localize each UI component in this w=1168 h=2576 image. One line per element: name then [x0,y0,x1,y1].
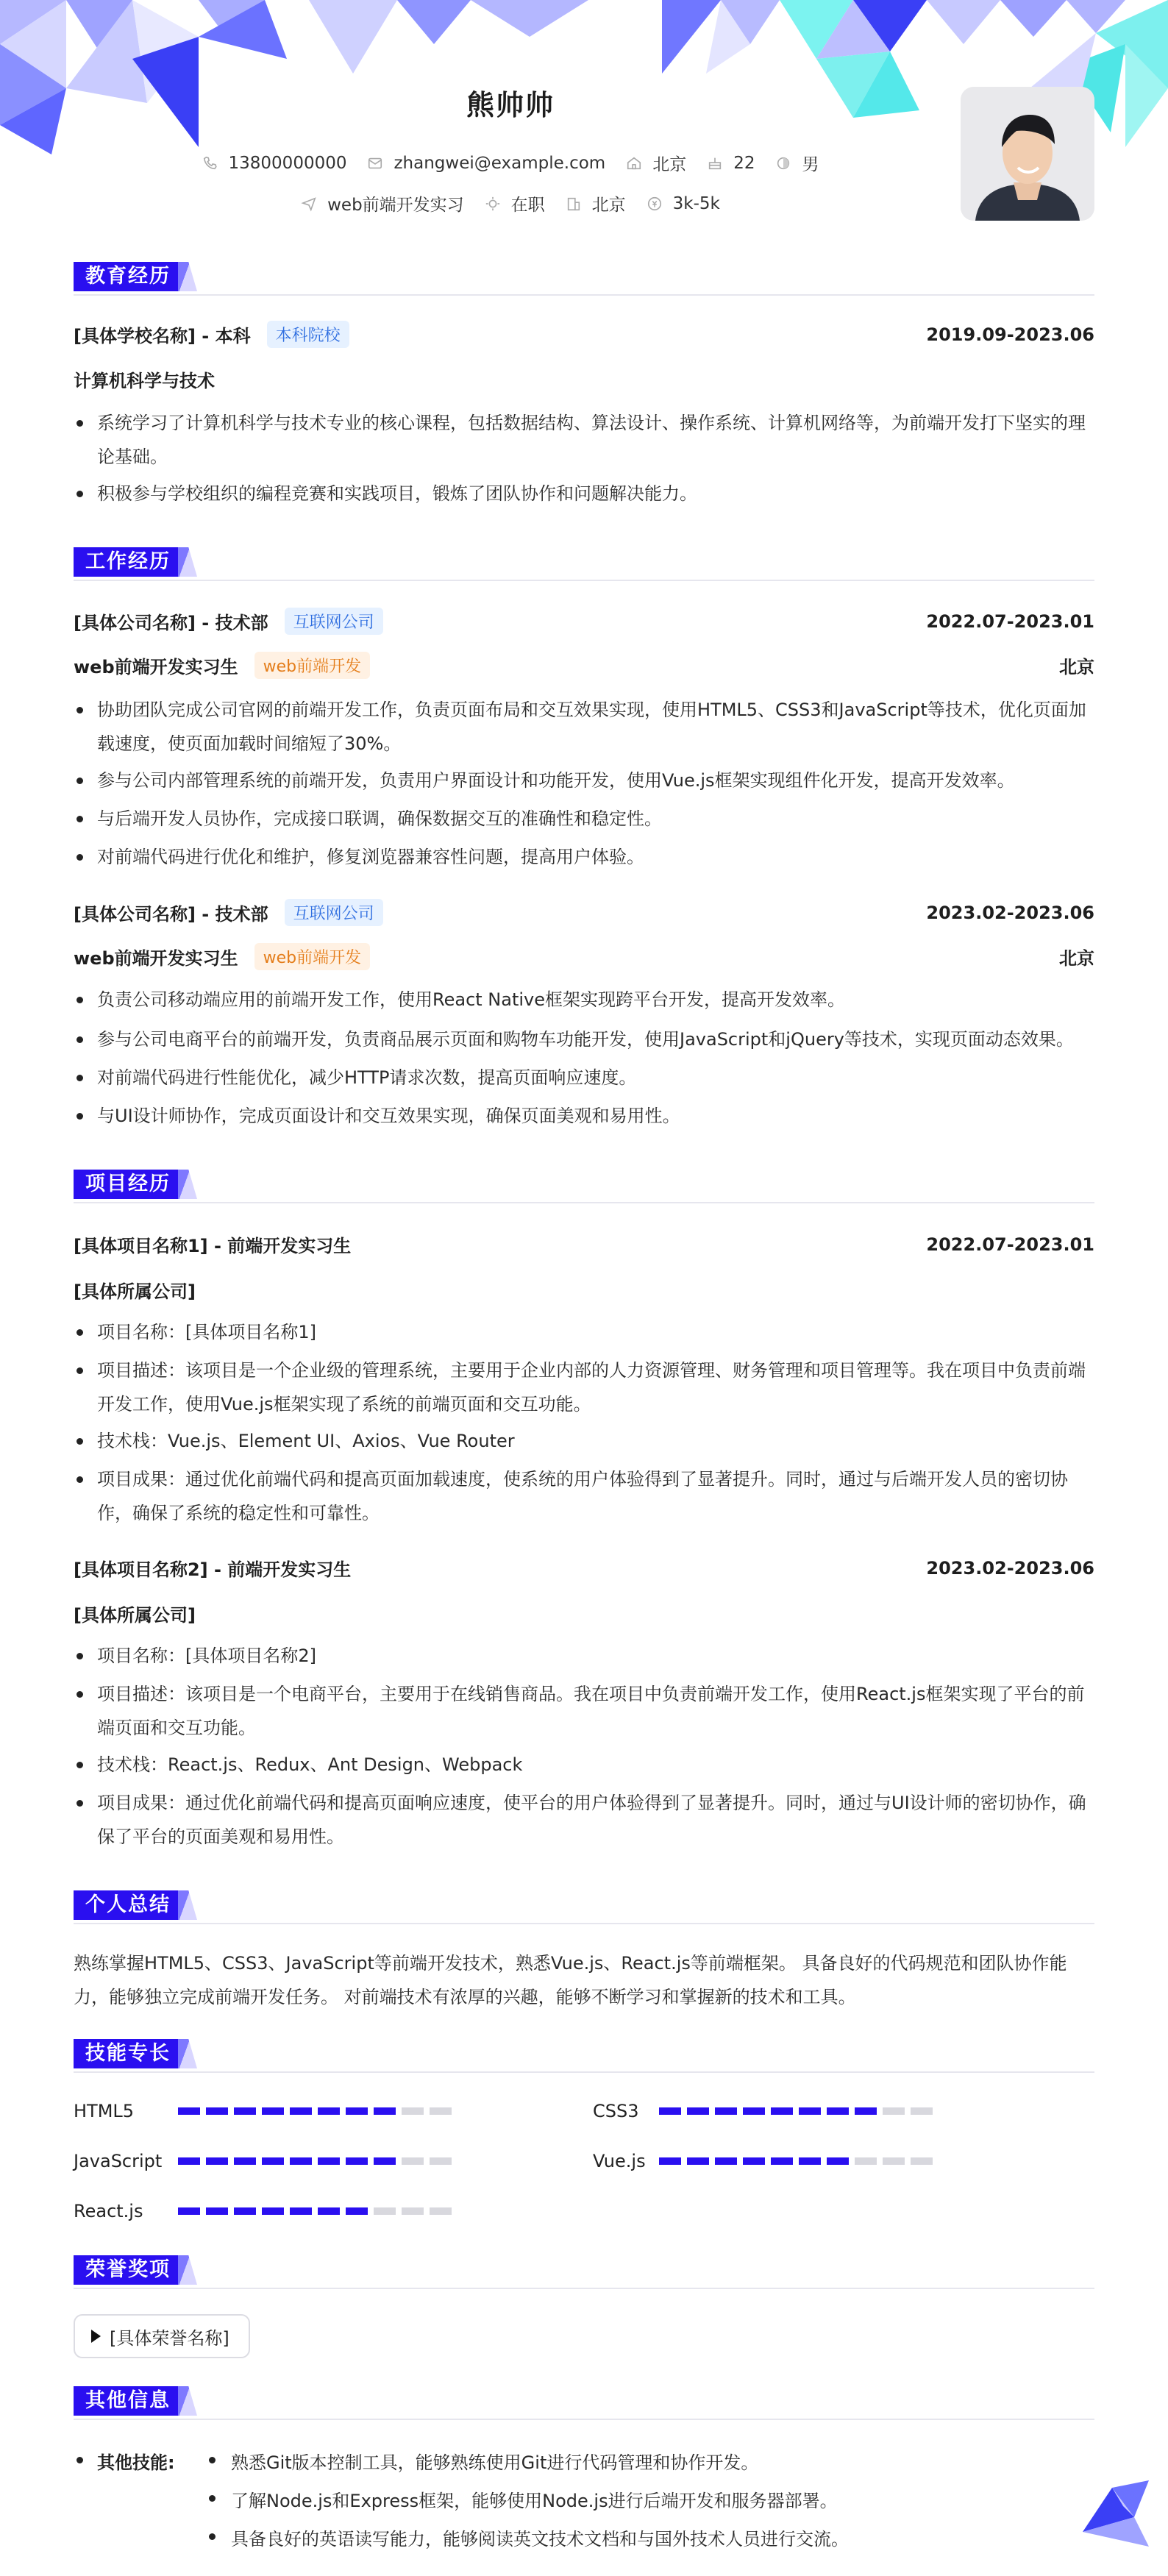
section-header [74,2386,1094,2420]
skill-level-empty [855,2157,877,2165]
job-target-item [301,191,464,216]
work-section [74,547,1094,581]
skill-level-empty [430,2157,452,2165]
candidate-name: 熊帅帅 [466,89,555,121]
skill-level-filled [178,2207,200,2215]
skill-level-empty [883,2107,905,2115]
list-item: 技术栈：React.js、Redux、Ant Design、Webpack [74,1748,1094,1782]
section-title-tail [178,1170,197,1199]
position-tag: web前端开发 [254,652,371,679]
honors-section [74,2255,1094,2289]
skill-level-filled [743,2107,765,2115]
company-name: [具体公司名称] - 技术部 [74,613,268,633]
skill-level-filled [659,2107,681,2115]
skill-level-filled [827,2107,849,2115]
project-company: [具体所属公司] [74,1281,196,1302]
skill-level-filled [659,2157,681,2165]
section-header [74,1890,1094,1924]
project-name: [具体项目名称2] - 前端开发实习生 [74,1559,352,1580]
other-title: 其他信息 [74,2386,182,2416]
age-item [707,154,755,173]
skill-level-empty [430,2207,452,2215]
corner-decoration [1083,2480,1149,2547]
skill-level-empty [883,2157,905,2165]
job-location: 北京 [1059,948,1094,969]
job-position-row [74,943,1094,970]
skill-item [593,2151,939,2171]
list-item: 对前端代码进行优化和维护，修复浏览器兼容性问题，提高用户体验。 [74,840,1094,874]
phone-icon [202,155,218,171]
project-company-row [74,1601,1094,1626]
mail-icon [367,155,383,171]
skill-level-filled [206,2207,228,2215]
list-item: 具备良好的英语读写能力，能够阅读英文技术文档和与国外技术人员进行交流。 [207,2525,849,2550]
skill-level-empty [402,2207,424,2215]
avatar-photo [961,87,1094,221]
skill-level-filled [771,2107,793,2115]
school-name: [具体学校名称] - 本科 [74,326,251,346]
skill-level-filled [262,2207,284,2215]
skill-level-filled [687,2107,709,2115]
skill-name: JavaScript [74,2151,163,2171]
section-title-tail [178,2255,197,2285]
honor-item[interactable] [74,2314,250,2358]
major-row [74,366,1094,392]
skills-title: 技能专长 [74,2039,182,2068]
section-title-tail [178,2386,197,2416]
section-header [74,2255,1094,2289]
project-name: [具体项目名称1] - 前端开发实习生 [74,1236,352,1256]
skill-level-filled [206,2107,228,2115]
skill-level-filled [262,2157,284,2165]
skill-level-filled [346,2107,368,2115]
home-icon [626,155,642,171]
project-company-row [74,1277,1094,1303]
list-item: 熟悉Git版本控制工具，能够熟练使用Git进行代码管理和协作开发。 [207,2448,758,2474]
company-tag: 互联网公司 [285,608,383,635]
skill-level-filled [262,2107,284,2115]
section-header [74,262,1094,296]
send-icon [301,196,317,212]
building-icon [566,196,582,212]
skill-level-empty [402,2157,424,2165]
skill-item [74,2151,457,2171]
skill-level-filled [687,2157,709,2165]
phone-item [202,154,347,173]
skill-level-filled [771,2157,793,2165]
list-item: 项目成果：通过优化前端代码和提高页面响应速度，使平台的用户体验得到了显著提升。同时，通过与UI设计师的密切协作，确保了平台的页面美观和易用性。 [74,1786,1094,1854]
status-item [485,191,545,216]
status-value: 在职 [510,196,545,215]
job-target-value: web前端开发实习 [327,196,464,215]
email-item [367,154,605,173]
list-item: 项目名称：[具体项目名称2] [74,1639,1094,1673]
summary-section [74,1890,1094,1924]
list-item: 项目描述：该项目是一个企业级的管理系统，主要用于企业内部的人力资源管理、财务管理和项目管理等。我在项目中负责前端开发工作，使用Vue.js框架实现了系统的前端页面和交互功能。 [74,1353,1094,1421]
email-value: zhangwei@example.com [394,153,606,173]
cake-icon [707,155,723,171]
other-section [74,2386,1094,2420]
skill-item [74,2201,457,2221]
section-title-tail [178,262,197,291]
skill-level-filled [234,2107,256,2115]
job-location: 北京 [1059,657,1094,677]
education-section [74,262,1094,296]
list-item: 项目成果：通过优化前端代码和提高页面加载速度，使系统的用户体验得到了显著提升。同时，通过与后端开发人员的密切协作，确保了系统的稳定性和可靠性。 [74,1462,1094,1530]
skill-item [593,2101,939,2121]
list-item: 参与公司电商平台的前端开发，负责商品展示页面和购物车功能开发，使用JavaScript和jQuery等技术，实现页面动态效果。 [74,1022,1094,1056]
list-item: 参与公司内部管理系统的前端开发，负责用户界面设计和功能开发，使用Vue.js框架实现组件化开发，提高开发效率。 [74,764,1094,797]
coin-icon [647,196,663,212]
job-dates: 2023.02-2023.06 [926,902,1094,923]
contact-row [74,151,947,175]
list-item: 项目名称：[具体项目名称1] [74,1315,1094,1349]
skill-level-bar [178,2207,457,2215]
skill-level-filled [290,2107,312,2115]
skill-level-empty [402,2107,424,2115]
skill-level-filled [178,2107,200,2115]
skill-item [74,2101,457,2121]
company-name: [具体公司名称] - 技术部 [74,904,268,925]
skill-name: Vue.js [593,2151,646,2171]
age-value: 22 [733,153,755,173]
section-header [74,1170,1094,1203]
hometown-value: 北京 [652,155,687,174]
project-dates: 2022.07-2023.01 [926,1234,1094,1255]
summary-text: 熟练掌握HTML5、CSS3、JavaScript等前端开发技术，熟悉Vue.js、React.js等前端框架。 具备良好的代码规范和团队协作能力，能够独立完成前端开发任务。 对前端技术有浓厚的兴趣，能够不断学习和掌握新的技术和工具。 [74,1953,1067,2007]
skill-level-filled [855,2107,877,2115]
honor-name: [具体荣誉名称] [110,2327,229,2349]
skill-level-filled [178,2157,200,2165]
education-title: 教育经历 [74,262,182,291]
skill-level-filled [290,2157,312,2165]
projects-title: 项目经历 [74,1170,182,1199]
position-name: web前端开发实习生 [74,657,238,677]
gender-item [775,151,819,175]
skill-level-filled [799,2157,821,2165]
salary-value: 3k-5k [672,193,720,213]
list-item: 与后端开发人员协作，完成接口联调，确保数据交互的准确性和稳定性。 [74,802,1094,836]
skill-level-filled [318,2207,340,2215]
skills-section [74,2039,1094,2073]
status-icon [485,196,501,212]
job-position-row [74,652,1094,679]
play-icon [91,2330,101,2343]
skill-level-filled [346,2157,368,2165]
gender-icon [775,155,791,171]
hometown-item [626,151,686,175]
skill-level-filled [715,2107,737,2115]
city-value: 北京 [591,196,626,215]
city-item [566,191,626,216]
education-header-row [74,321,1094,348]
summary-title: 个人总结 [74,1890,182,1920]
project-company: [具体所属公司] [74,1605,196,1626]
other-skills-label: 其他技能: [74,2448,175,2474]
salary-item [647,194,720,213]
major: 计算机科学与技术 [74,371,215,391]
skill-level-bar [659,2157,939,2165]
skill-level-filled [290,2207,312,2215]
list-item: 负责公司移动端应用的前端开发工作，使用React Native框架实现跨平台开发，提高开发效率。 [74,983,1094,1017]
work-title: 工作经历 [74,547,182,577]
position-name: web前端开发实习生 [74,948,238,969]
list-item: 技术栈：Vue.js、Element UI、Axios、Vue Router [74,1424,1094,1458]
list-item: 协助团队完成公司官网的前端开发工作，负责页面布局和交互效果实现，使用HTML5、CSS3和JavaScript等技术，优化页面加载速度，使页面加载时间缩短了30%。 [74,693,1094,761]
list-item: 项目描述：该项目是一个电商平台，主要用于在线销售商品。我在项目中负责前端开发工作，使用React.js框架实现了平台的前端页面和交互功能。 [74,1677,1094,1745]
skill-level-filled [374,2157,396,2165]
job-dates: 2022.07-2023.01 [926,611,1094,632]
skill-level-filled [318,2107,340,2115]
skill-level-filled [374,2107,396,2115]
avatar [961,87,1094,221]
skill-level-filled [827,2157,849,2165]
list-item: 了解Node.js和Express框架，能够使用Node.js进行后端开发和服务器部署。 [207,2486,838,2512]
skill-level-filled [799,2107,821,2115]
list-item: 与UI设计师协作，完成页面设计和交互效果实现，确保页面美观和易用性。 [74,1099,1094,1133]
skill-level-bar [178,2107,457,2115]
skill-level-filled [346,2207,368,2215]
skill-level-empty [911,2107,933,2115]
skill-level-filled [206,2157,228,2165]
job-header-row [74,608,1094,635]
skill-level-filled [234,2157,256,2165]
section-header [74,2039,1094,2073]
section-title-tail [178,2039,197,2068]
section-header [74,547,1094,581]
list-item: 对前端代码进行性能优化，减少HTTP请求次数，提高页面响应速度。 [74,1061,1094,1095]
skill-level-filled [715,2157,737,2165]
skill-level-filled [743,2157,765,2165]
project-header-row [74,1555,1094,1581]
skill-level-empty [430,2107,452,2115]
skill-level-empty [374,2207,396,2215]
job-intent-row [74,191,947,216]
skill-level-filled [234,2207,256,2215]
skill-name: React.js [74,2201,143,2221]
honors-title: 荣誉奖项 [74,2255,182,2285]
school-tag: 本科院校 [267,321,349,348]
project-dates: 2023.02-2023.06 [926,1557,1094,1579]
position-tag: web前端开发 [254,943,371,970]
phone-value: 13800000000 [228,153,347,173]
project-header-row [74,1231,1094,1257]
gender-value: 男 [802,155,819,174]
projects-section [74,1170,1094,1203]
job-header-row [74,899,1094,926]
company-tag: 互联网公司 [285,899,383,926]
skill-level-empty [911,2157,933,2165]
list-item: 系统学习了计算机科学与技术专业的核心课程，包括数据结构、算法设计、操作系统、计算机网络等，为前端开发打下坚实的理论基础。 [74,406,1094,474]
skill-level-bar [178,2157,457,2165]
skill-name: HTML5 [74,2101,135,2121]
section-title-tail [178,1890,197,1920]
skill-level-filled [318,2157,340,2165]
section-title-tail [178,547,197,577]
list-item: 积极参与学校组织的编程竞赛和实践项目，锻炼了团队协作和问题解决能力。 [74,477,1094,510]
skill-name: CSS3 [593,2101,639,2121]
skill-level-bar [659,2107,939,2115]
education-dates: 2019.09-2023.06 [926,324,1094,345]
